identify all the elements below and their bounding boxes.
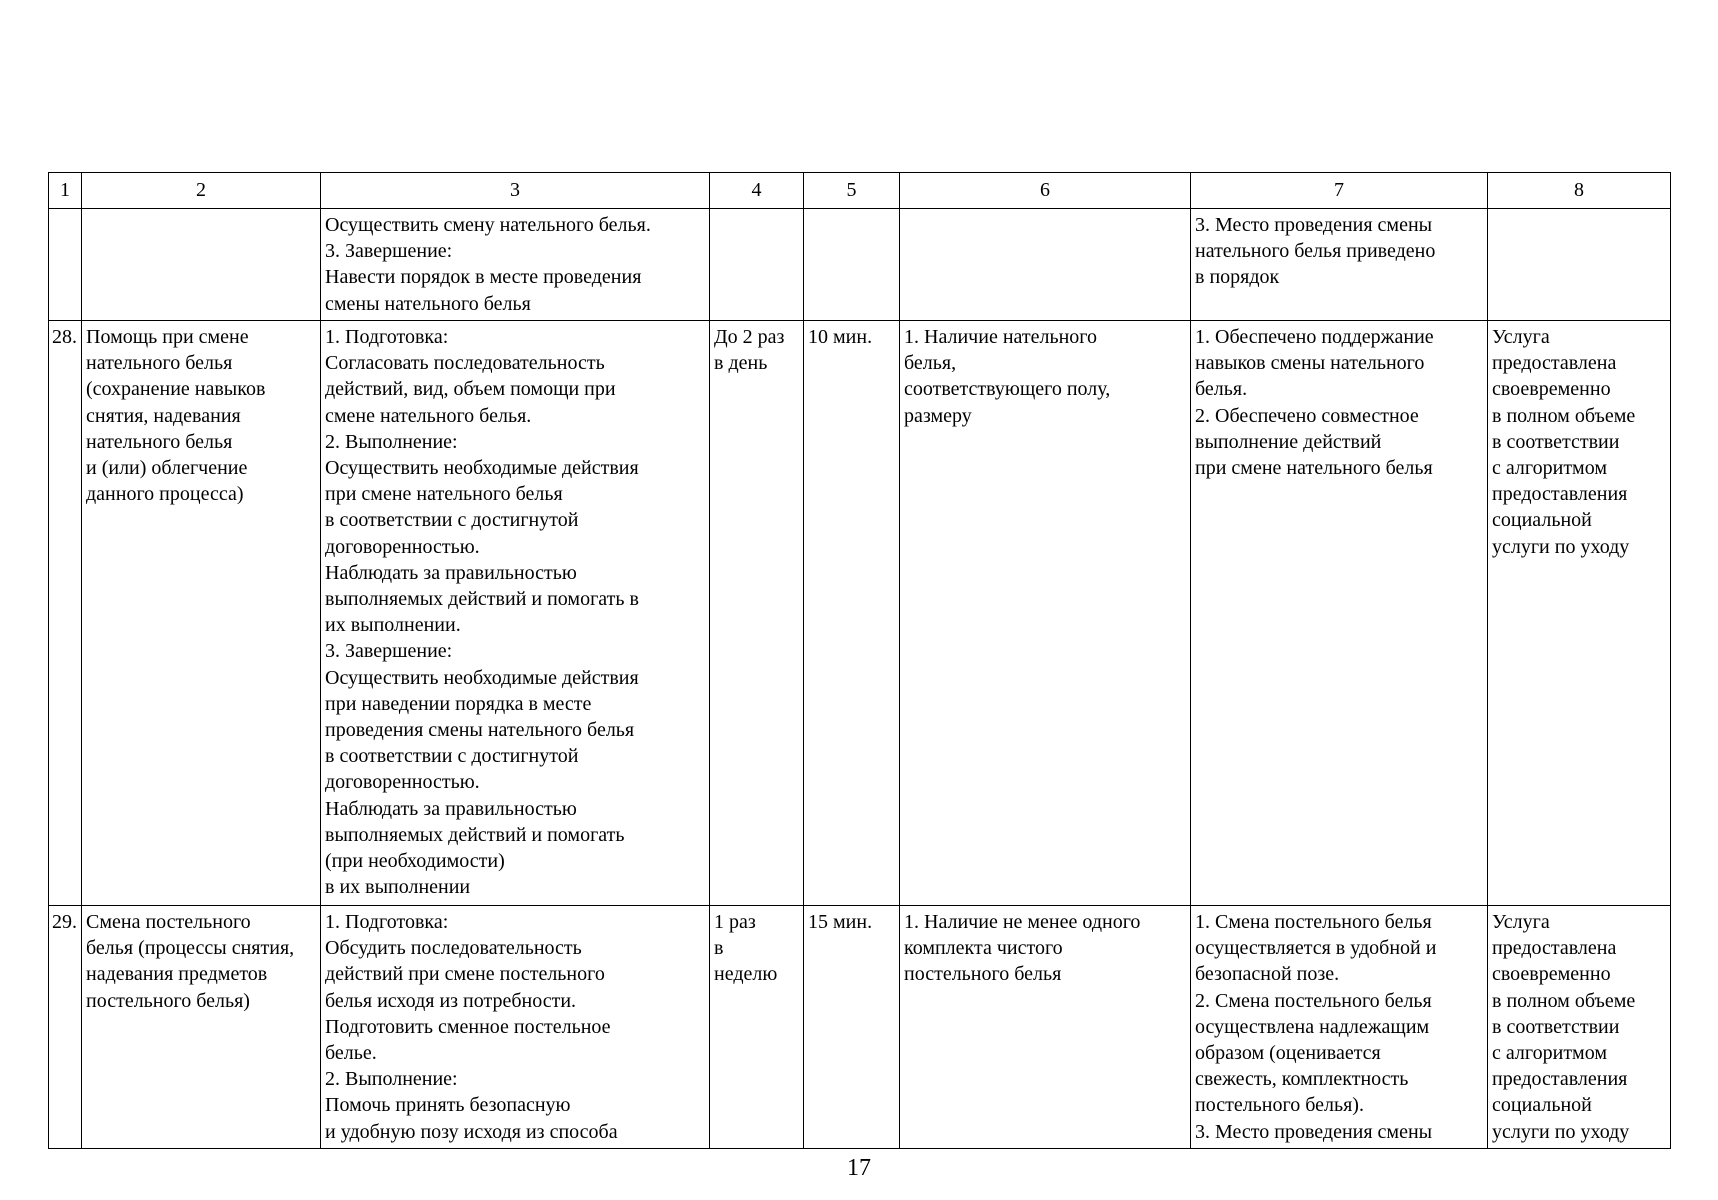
text-line: действий, вид, объем помощи при	[325, 378, 616, 401]
continuation-frequency-cell	[710, 209, 804, 321]
table-row-29	[49, 906, 1671, 1149]
text-line: в полном объеме	[1492, 404, 1636, 427]
text-line: постельного белья)	[86, 989, 250, 1012]
text-line: белья,	[904, 352, 957, 375]
text-line: Помочь принять безопасную	[325, 1094, 571, 1117]
text-line: снятия, надевания	[86, 404, 241, 427]
text-line: Навести порядок в месте проведения	[325, 266, 642, 289]
column-number-header-row	[49, 173, 1671, 209]
text-line: предоставлена	[1492, 937, 1617, 960]
text-line: Подготовить сменное постельное	[325, 1015, 611, 1038]
text-line: предоставлена	[1492, 352, 1617, 375]
text-line: своевременно	[1492, 963, 1611, 986]
services-table	[48, 172, 1671, 1149]
text-line: Осуществить необходимые действия	[325, 666, 639, 689]
text-line: безопасной позе.	[1195, 963, 1340, 986]
text-line: их выполнении.	[325, 614, 461, 637]
text-line: 2. Смена постельного белья	[1195, 989, 1432, 1012]
quality-indicators-cell	[1191, 906, 1488, 1149]
text-line: 2. Обеспечено совместное	[1195, 404, 1419, 427]
text-line: 1. Подготовка:	[325, 326, 449, 348]
text-line: данного процесса)	[86, 483, 244, 506]
text-line: неделю	[714, 963, 778, 986]
text-line: 1. Смена постельного белья	[1195, 911, 1432, 933]
conditions-cell	[900, 321, 1191, 906]
continuation-num-cell	[49, 209, 82, 321]
text-line: 1. Подготовка:	[325, 911, 449, 933]
text-line: 2. Выполнение:	[325, 1068, 458, 1091]
conditions-cell	[900, 906, 1191, 1149]
quality-indicators-cell	[1191, 321, 1488, 906]
text-line: Услуга	[1492, 911, 1550, 933]
text-line: (сохранение навыков	[86, 378, 266, 401]
text-line: белья.	[1195, 378, 1248, 401]
text-line: осуществляется в удобной и	[1195, 937, 1437, 960]
text-line: Наблюдать за правильностью	[325, 797, 577, 820]
text-line: выполняемых действий и помогать	[325, 823, 625, 846]
text-line: 15 мин.	[808, 911, 873, 933]
text-line: предоставления	[1492, 483, 1628, 506]
text-line: Наблюдать за правильностью	[325, 561, 577, 584]
text-line: До 2 раз	[714, 326, 785, 348]
row-number: 28.	[49, 321, 82, 906]
text-line: Обсудить последовательность	[325, 937, 582, 960]
service-description-cell	[321, 906, 710, 1149]
continuation-conditions-cell	[900, 209, 1191, 321]
text-line: при смене нательного белья	[325, 483, 563, 506]
column-number-5: 5	[804, 173, 900, 209]
evaluation-cell	[1488, 321, 1671, 906]
text-line: выполняемых действий и помогать в	[325, 588, 639, 611]
text-line: с алгоритмом	[1492, 1042, 1607, 1065]
text-line: (при необходимости)	[325, 850, 505, 873]
text-line: и удобную позу исходя из способа	[325, 1120, 618, 1143]
text-line: 1. Наличие нательного	[904, 326, 1098, 348]
text-line: в	[714, 937, 724, 960]
continuation-row	[49, 209, 1671, 321]
service-name-cell	[82, 321, 321, 906]
text-line: договоренностью.	[325, 535, 480, 558]
column-number-6: 6	[900, 173, 1191, 209]
text-line: смены нательного белья	[325, 292, 531, 315]
continuation-description-cell	[321, 209, 710, 321]
text-line: Услуга	[1492, 326, 1550, 348]
text-line: Осуществить смену нательного белья.	[325, 214, 651, 236]
text-line: нательного белья	[86, 430, 233, 453]
table-row-28	[49, 321, 1671, 906]
text-line: 1. Обеспечено поддержание	[1195, 326, 1434, 348]
column-number-8: 8	[1488, 173, 1671, 209]
text-line: нательного белья	[86, 352, 233, 375]
column-number-7: 7	[1191, 173, 1488, 209]
evaluation-cell	[1488, 906, 1671, 1149]
column-number-2: 2	[82, 173, 321, 209]
text-line: 3. Завершение:	[325, 640, 453, 663]
row-number: 29.	[49, 906, 82, 1149]
text-line: в соответствии с достигнутой	[325, 509, 579, 532]
text-line: социальной	[1492, 1094, 1592, 1117]
text-line: в соответствии с достигнутой	[325, 745, 579, 768]
text-line: Помощь при смене	[86, 326, 249, 348]
text-line: с алгоритмом	[1492, 457, 1607, 480]
text-line: навыков смены нательного	[1195, 352, 1425, 375]
text-line: размеру	[904, 404, 972, 427]
column-number-1: 1	[49, 173, 82, 209]
text-line: выполнение действий	[1195, 430, 1382, 453]
text-line: проведения смены нательного белья	[325, 719, 635, 742]
text-line: постельного белья	[904, 963, 1062, 986]
text-line: предоставления	[1492, 1068, 1628, 1091]
text-line: при смене нательного белья	[1195, 457, 1433, 480]
service-description-cell	[321, 321, 710, 906]
text-line: 1 раз	[714, 911, 756, 933]
text-line: смене нательного белья.	[325, 404, 532, 427]
text-line: в полном объеме	[1492, 989, 1636, 1012]
text-line: в их выполнении	[325, 876, 471, 899]
text-line: соответствующего полу,	[904, 378, 1111, 401]
text-line: Осуществить необходимые действия	[325, 457, 639, 480]
duration-cell	[804, 321, 900, 906]
text-line: при наведении порядка в месте	[325, 692, 592, 715]
text-line: 3. Завершение:	[325, 240, 453, 263]
page-number: 17	[847, 1155, 871, 1181]
text-line: комплекта чистого	[904, 937, 1063, 960]
text-line: 10 мин.	[808, 326, 873, 348]
text-line: социальной	[1492, 509, 1592, 532]
text-line: нательного белья приведено	[1195, 240, 1436, 263]
text-line: Согласовать последовательность	[325, 352, 605, 375]
text-line: Смена постельного	[86, 911, 251, 933]
text-line: образом (оценивается	[1195, 1042, 1381, 1065]
text-line: в соответствии	[1492, 430, 1620, 453]
text-line: белья исходя из потребности.	[325, 989, 577, 1012]
text-line: своевременно	[1492, 378, 1611, 401]
text-line: белье.	[325, 1042, 377, 1065]
text-line: в соответствии	[1492, 1015, 1620, 1038]
text-line: надевания предметов	[86, 963, 268, 986]
column-number-4: 4	[710, 173, 804, 209]
text-line: в день	[714, 352, 768, 375]
frequency-cell	[710, 906, 804, 1149]
continuation-quality-cell	[1191, 209, 1488, 321]
duration-cell	[804, 906, 900, 1149]
text-line: постельного белья).	[1195, 1094, 1364, 1117]
continuation-name-cell	[82, 209, 321, 321]
service-name-cell	[82, 906, 321, 1149]
text-line: договоренностью.	[325, 771, 480, 794]
text-line: услуги по уходу	[1492, 535, 1630, 558]
text-line: услуги по уходу	[1492, 1120, 1630, 1143]
frequency-cell	[710, 321, 804, 906]
text-line: в порядок	[1195, 266, 1280, 289]
text-line: 3. Место проведения смены	[1195, 214, 1433, 236]
text-line: осуществлена надлежащим	[1195, 1015, 1430, 1038]
text-line: белья (процессы снятия,	[86, 937, 295, 960]
text-line: 1. Наличие не менее одного	[904, 911, 1141, 933]
column-number-3: 3	[321, 173, 710, 209]
text-line: 2. Выполнение:	[325, 430, 458, 453]
text-line: и (или) облегчение	[86, 457, 248, 480]
text-line: действий при смене постельного	[325, 963, 605, 986]
text-line: свежесть, комплектность	[1195, 1068, 1409, 1091]
continuation-duration-cell	[804, 209, 900, 321]
continuation-evaluation-cell	[1488, 209, 1671, 321]
text-line: 3. Место проведения смены	[1195, 1120, 1433, 1143]
